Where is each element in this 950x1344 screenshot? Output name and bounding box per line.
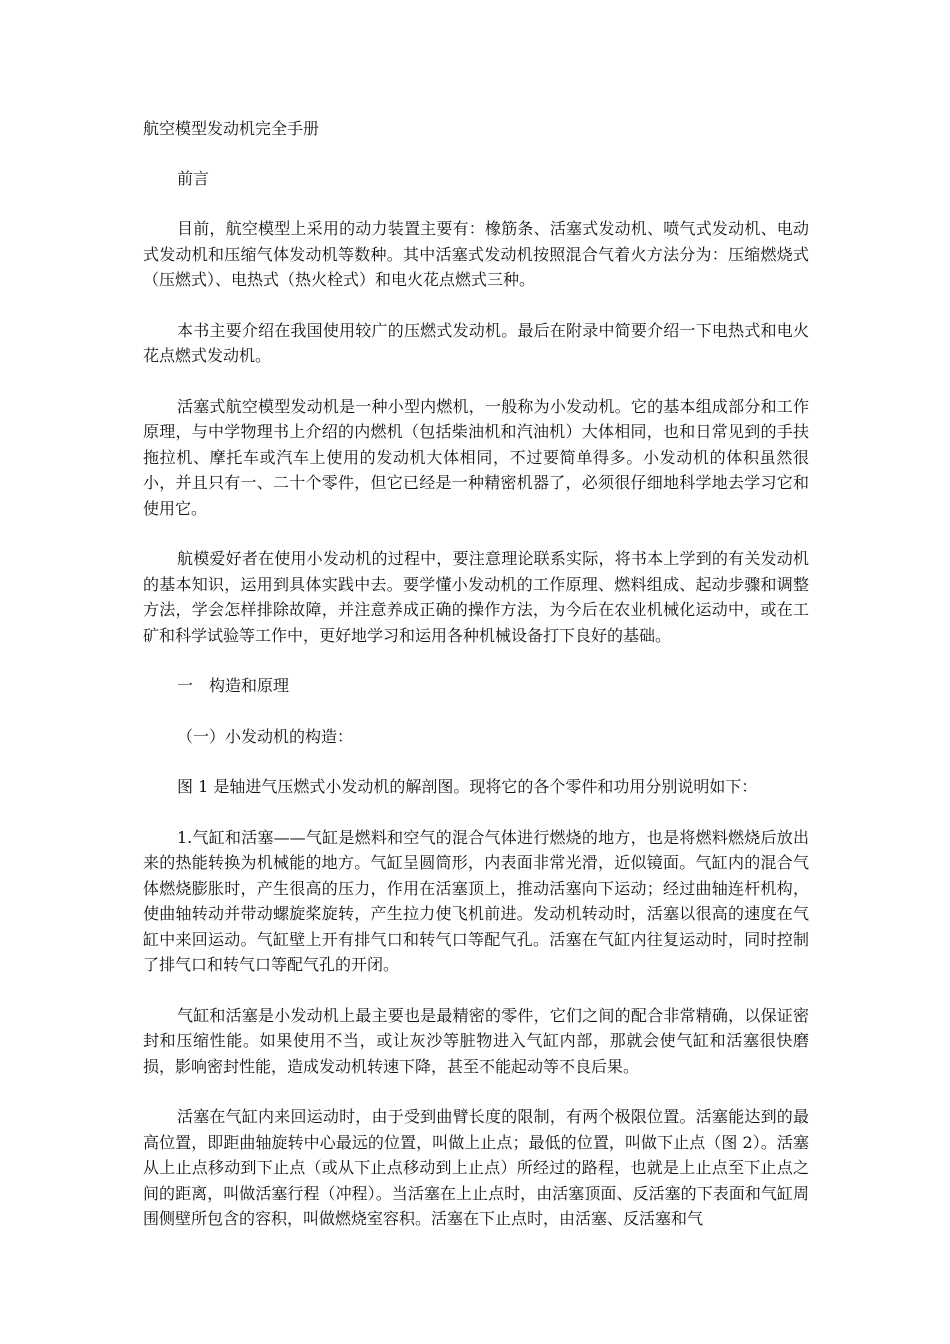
paragraph-dead-centers: 活塞在气缸内来回运动时，由于受到曲臂长度的限制，有两个极限位置。活塞能达到的最高位置，即距曲轴旋转中心最远的位置，叫做上止点；最低的位置，叫做下止点（图 2）。活塞从上止点移动到下止点（或从下止点移动到上止点）所经过的路程，也就是上止点至下止点之间的距离，叫做活塞行程（冲程）。当活塞在上止点时，由活塞顶面、反活塞的下表面和气缸周围侧壁所包含的容积，叫做燃烧室容积。活塞在下止点时，由活塞、反活塞和气 (143, 1107, 809, 1228)
paragraph-cylinder-piston: 1.气缸和活塞——气缸是燃料和空气的混合气体进行燃烧的地方，也是将燃料燃烧后放出来的热能转换为机械能的地方。气缸呈圆筒形，内表面非常光滑，近似镜面。气缸内的混合气体燃烧膨胀时，产生很高的压力，作用在活塞顶上，推动活塞向下运动；经过曲轴连杆机构，使曲轴转动并带动螺旋桨旋转，产生拉力使飞机前进。发动机转动时，活塞以很高的速度在气缸中来回运动。气缸壁上开有排气口和转气口等配气孔。活塞在气缸内往复运动时，同时控制了排气口和转气口等配气孔的开闭。 (143, 827, 809, 974)
document-body (143, 116, 809, 1232)
section-heading: 一 构造和原理 (177, 676, 290, 695)
figure-intro: 图 1 是轴进气压燃式小发动机的解剖图。现将它的各个零件和功用分别说明如下： (177, 777, 758, 796)
paragraph-engine-intro: 活塞式航空模型发动机是一种小型内燃机，一般称为小发动机。它的基本组成部分和工作原理，与中学物理书上介绍的内燃机（包括柴油机和汽油机）大体相同，也和日常见到的手扶拖拉机、摩托车或汽车上使用的发动机大体相同，不过要简单得多。小发动机的体积虽然很小，并且只有一、二十个零件，但它已经是一种精密机器了，必须很仔细地科学地去学习它和使用它。 (143, 396, 809, 518)
document-title: 航空模型发动机完全手册 (143, 119, 320, 138)
subsection-heading: （一）小发动机的构造： (177, 726, 354, 746)
preface-heading: 前言 (177, 168, 210, 188)
paragraph-precision-parts: 气缸和活塞是小发动机上最主要也是最精密的零件，它们之间的配合非常精确，以保证密封和压缩性能。如果使用不当，或让灰沙等脏物进入气缸内部，那就会使气缸和活塞很快磨损，影响密封性能，造成发动机转速下降，甚至不能起动等不良后果。 (143, 1005, 809, 1076)
paragraph-learning-advice: 航模爱好者在使用小发动机的过程中，要注意理论联系实际，将书本上学到的有关发动机的基本知识，运用到具体实践中去。要学懂小发动机的工作原理、燃料组成、起动步骤和调整方法，学会怎样排除故障，并注意养成正确的操作方法，为今后在农业机械化运动中，或在工矿和科学试验等工作中，更好地学习和运用各种机械设备打下良好的基础。 (143, 549, 809, 645)
paragraph-power-units: 目前，航空模型上采用的动力装置主要有：橡筋条、活塞式发动机、喷气式发动机、电动式发动机和压缩气体发动机等数种。其中活塞式发动机按照混合气着火方法分为：压缩燃烧式（压燃式）、电热式（热火栓式）和电火花点燃式三种。 (143, 219, 809, 289)
paragraph-book-scope: 本书主要介绍在我国使用较广的压燃式发动机。最后在附录中简要介绍一下电热式和电火花点燃式发动机。 (143, 320, 809, 365)
